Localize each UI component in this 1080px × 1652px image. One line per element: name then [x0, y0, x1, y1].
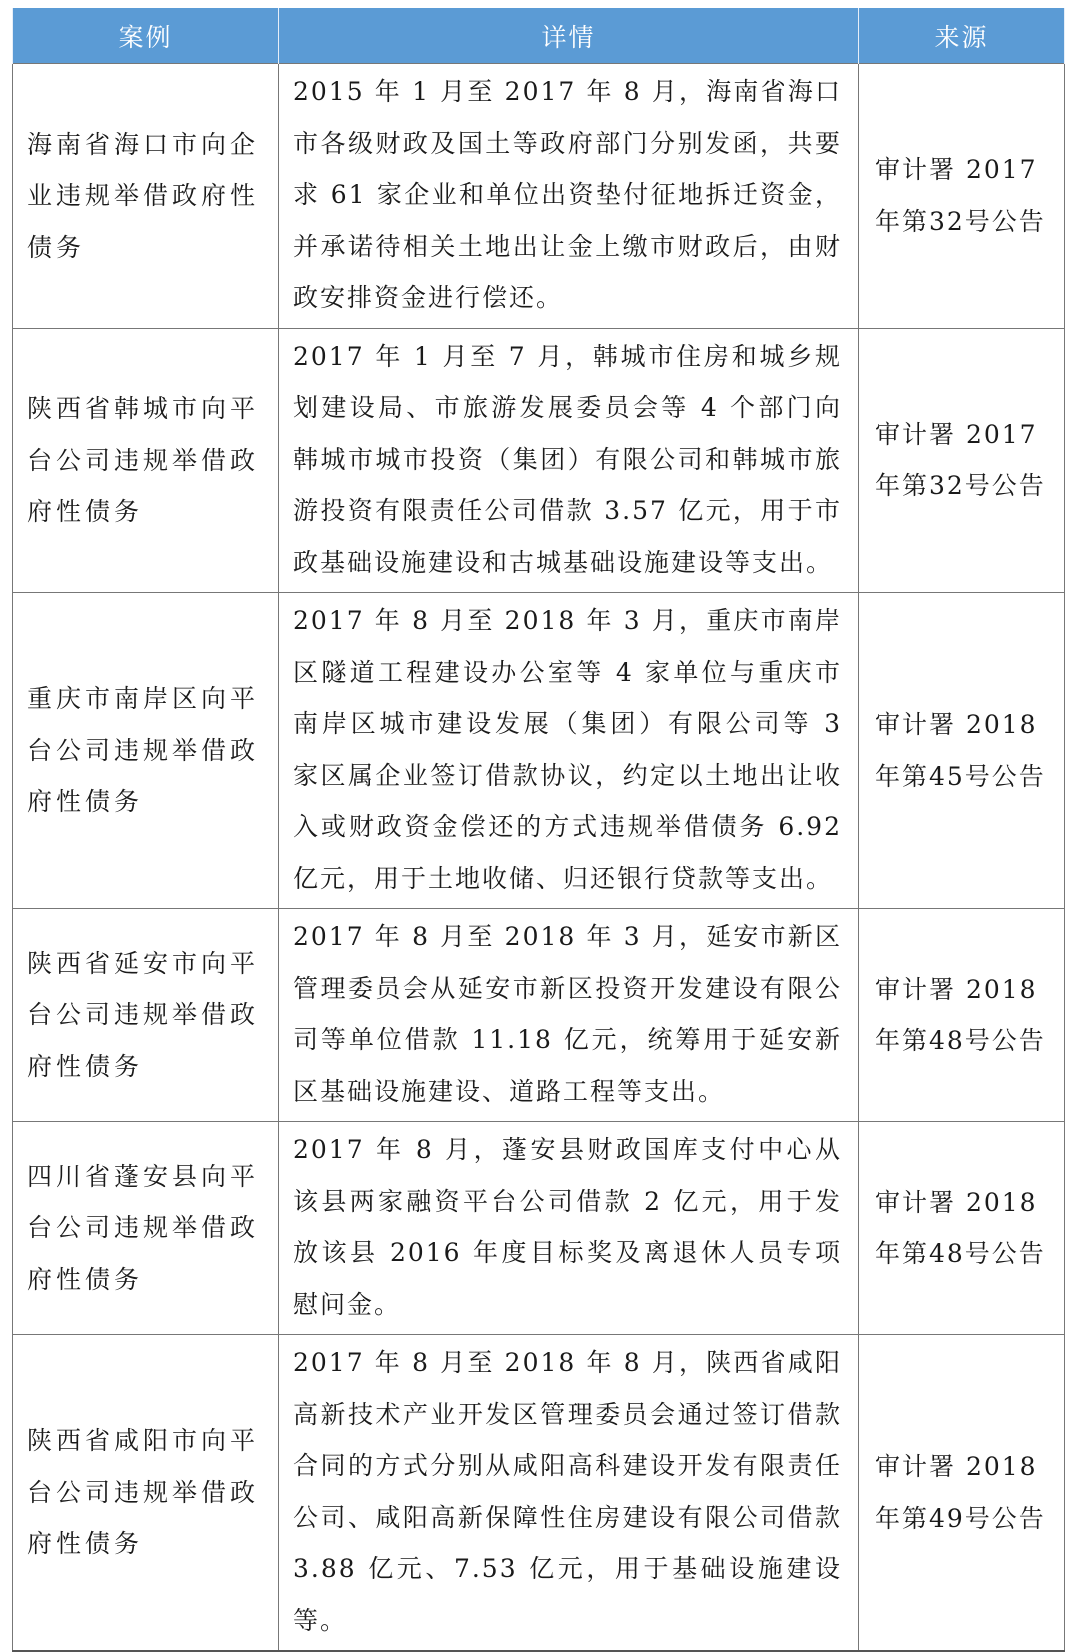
detail-cell: 2015 年 1 月至 2017 年 8 月，海南省海口市各级财政及国土等政府部门分别发函，共要求 61 家企业和单位出资垫付征地拆迁资金，并承诺待相关土地出让金上缴市财政后，由财政安排资金进行偿还。 — [279, 64, 859, 329]
header-detail: 详情 — [279, 8, 859, 64]
case-cell: 陕西省咸阳市向平台公司违规举借政府性债务 — [13, 1335, 279, 1652]
debt-cases-table — [12, 8, 1065, 1652]
detail-cell: 2017 年 8 月至 2018 年 3 月，延安市新区管理委员会从延安市新区投资开发建设有限公司等单位借款 11.18 亿元，统筹用于延安新区基础设施建设、道路工程等支出。 — [279, 909, 859, 1122]
table-row — [13, 64, 1065, 329]
header-case: 案例 — [13, 8, 279, 64]
source-cell: 审计署 2018 年第49号公告 — [859, 1335, 1065, 1652]
case-cell: 陕西省韩城市向平台公司违规举借政府性债务 — [13, 328, 279, 593]
detail-cell: 2017 年 8 月，蓬安县财政国库支付中心从该县两家融资平台公司借款 2 亿元，用于发放该县 2016 年度目标奖及离退休人员专项慰问金。 — [279, 1122, 859, 1335]
table-row — [13, 328, 1065, 593]
case-cell: 重庆市南岸区向平台公司违规举借政府性债务 — [13, 593, 279, 909]
case-cell: 陕西省延安市向平台公司违规举借政府性债务 — [13, 909, 279, 1122]
table-row — [13, 909, 1065, 1122]
detail-cell: 2017 年 8 月至 2018 年 8 月，陕西省咸阳高新技术产业开发区管理委员会通过签订借款合同的方式分别从咸阳高科建设开发有限责任公司、咸阳高新保障性住房建设有限公司借款 3.88 亿元、7.53 亿元，用于基础设施建设等。 — [279, 1335, 859, 1652]
table-row — [13, 1335, 1065, 1652]
source-cell: 审计署 2018 年第45号公告 — [859, 593, 1065, 909]
detail-cell: 2017 年 1 月至 7 月，韩城市住房和城乡规划建设局、市旅游发展委员会等 4 个部门向韩城市城市投资（集团）有限公司和韩城市旅游投资有限责任公司借款 3.57 亿元，用于市政基础设施建设和古城基础设施建设等支出。 — [279, 328, 859, 593]
source-cell: 审计署 2017 年第32号公告 — [859, 328, 1065, 593]
table-row — [13, 593, 1065, 909]
detail-cell: 2017 年 8 月至 2018 年 3 月，重庆市南岸区隧道工程建设办公室等 4 家单位与重庆市南岸区城市建设发展（集团）有限公司等 3 家区属企业签订借款协议，约定以土地出让收入或财政资金偿还的方式违规举借债务 6.92 亿元，用于土地收储、归还银行贷款等支出。 — [279, 593, 859, 909]
table-row — [13, 1122, 1065, 1335]
source-cell: 审计署 2017 年第32号公告 — [859, 64, 1065, 329]
source-cell: 审计署 2018 年第48号公告 — [859, 909, 1065, 1122]
header-row — [13, 8, 1065, 64]
case-cell: 海南省海口市向企业违规举借政府性债务 — [13, 64, 279, 329]
case-cell: 四川省蓬安县向平台公司违规举借政府性债务 — [13, 1122, 279, 1335]
source-cell: 审计署 2018 年第48号公告 — [859, 1122, 1065, 1335]
header-source: 来源 — [859, 8, 1065, 64]
